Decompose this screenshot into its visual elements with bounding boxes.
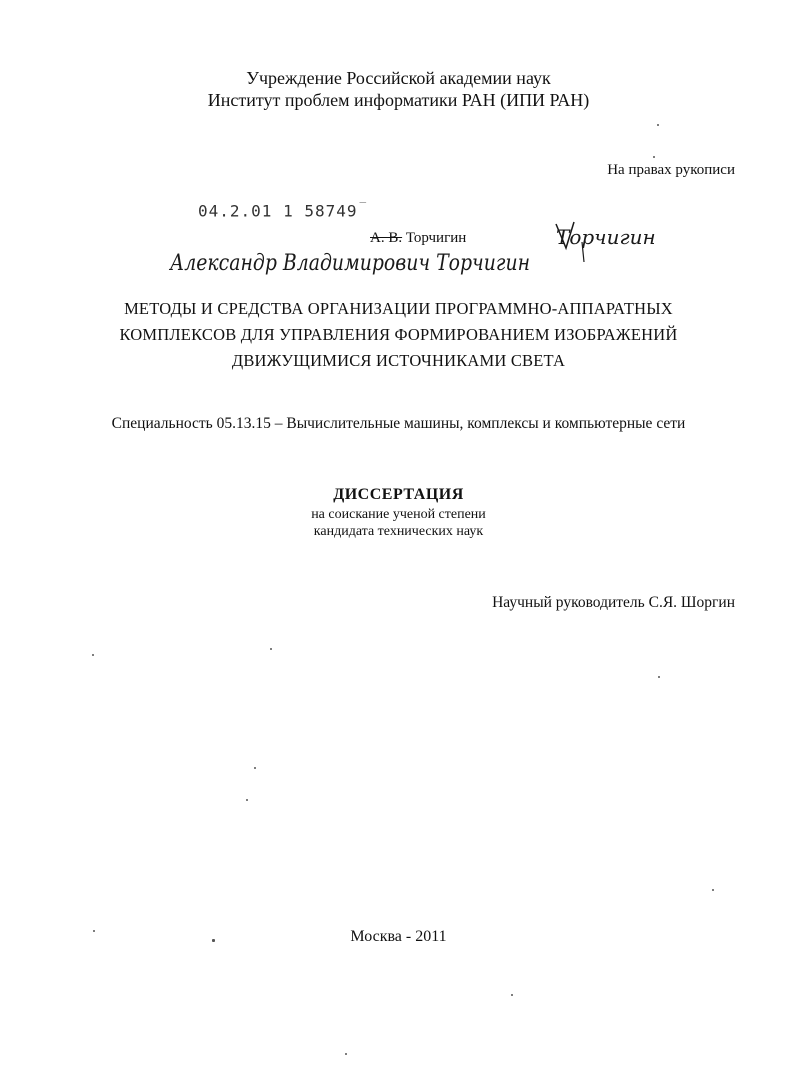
- scan-speck: [92, 654, 94, 656]
- scan-speck: [254, 767, 256, 769]
- signature-text: Торчигин: [556, 225, 656, 249]
- scan-speck: [246, 799, 248, 801]
- dissertation-heading: ДИССЕРТАЦИЯ: [333, 486, 464, 503]
- scan-speck: [657, 124, 659, 126]
- manuscript-note: На правах рукописи: [607, 162, 735, 178]
- title-line: ДВИЖУЩИМИСЯ ИСТОЧНИКАМИ СВЕТА: [231, 351, 566, 370]
- degree-line: на соискание ученой степени: [311, 507, 486, 522]
- author-surname: Торчигин: [405, 230, 467, 246]
- author-signature: [552, 218, 662, 266]
- city-year: Москва - 2011: [350, 928, 447, 945]
- scan-speck: [212, 939, 215, 942]
- institute-name: Институт проблем информатики РАН (ИПИ РАН): [207, 90, 590, 110]
- dissertation-title: [0, 296, 797, 374]
- scan-speck: [270, 648, 272, 650]
- degree-line: кандидата технических наук: [313, 524, 484, 539]
- scientific-advisor: Научный руководитель С.Я. Шоргин: [492, 594, 735, 611]
- title-line: МЕТОДЫ И СРЕДСТВА ОРГАНИЗАЦИИ ПРОГРАММНО-АППАРАТНЫХ: [124, 299, 673, 318]
- scan-speck: [345, 1053, 347, 1055]
- specialty: Специальность 05.13.15 – Вычислительные машины, комплексы и компьютерные сети: [111, 415, 686, 432]
- scan-speck: [658, 676, 660, 678]
- scan-speck: [511, 994, 513, 996]
- title-line: КОМПЛЕКСОВ ДЛЯ УПРАВЛЕНИЯ ФОРМИРОВАНИЕМ ИЗОБРАЖЕНИЙ: [119, 325, 678, 344]
- scan-speck: [93, 930, 95, 932]
- handwritten-full-name: [170, 244, 540, 284]
- author-initials-struck: А. В.: [370, 230, 403, 246]
- institution-name: Учреждение Российской академии наук: [246, 68, 551, 88]
- scan-speck: [712, 889, 714, 891]
- handwritten-name-text: Александр Владимирович Торчигин: [168, 251, 530, 276]
- registration-number-value: 04.2.01 1 58749: [198, 201, 358, 221]
- scan-speck: [653, 156, 655, 158]
- registration-number: 04.2.01 1 58749 ‾: [198, 200, 368, 221]
